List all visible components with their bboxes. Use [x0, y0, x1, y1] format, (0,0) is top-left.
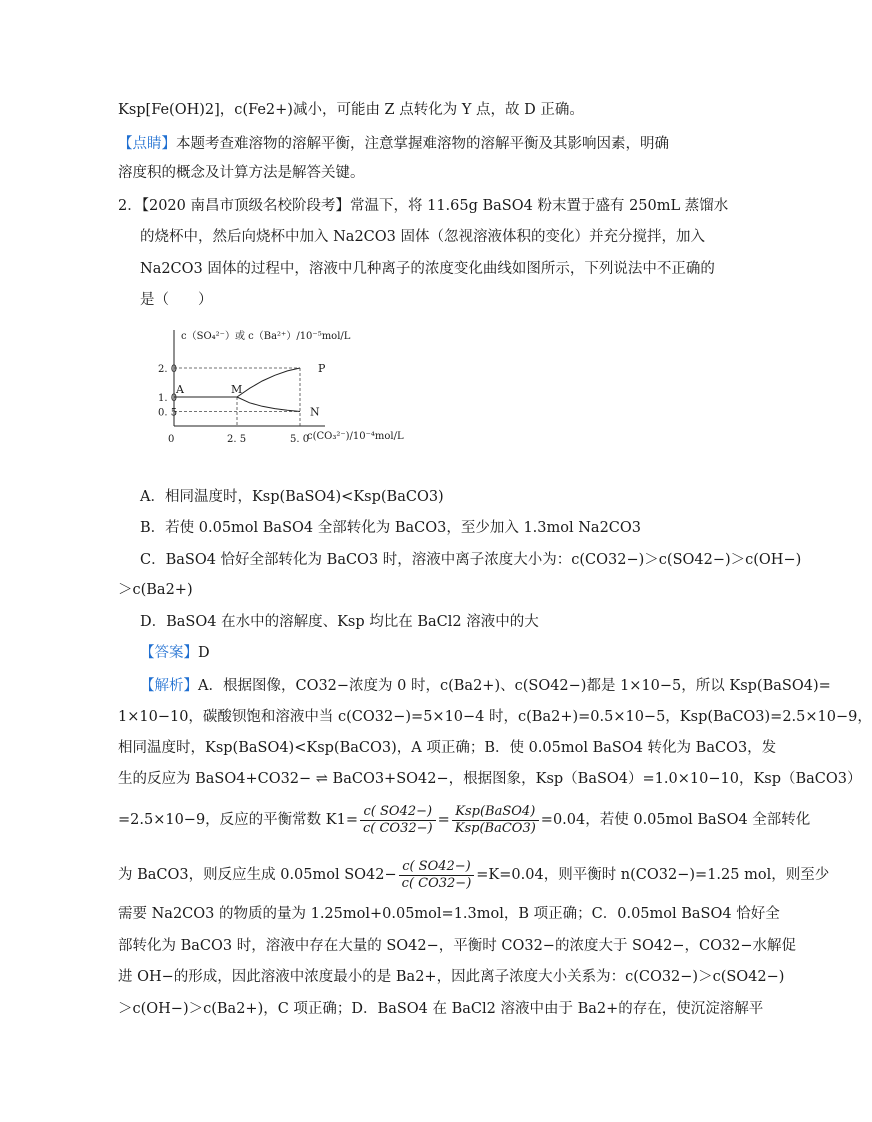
y-tick-label: 1. 0: [158, 393, 178, 404]
point-label-n: N: [310, 405, 320, 419]
dianjing-tag: 【点睛】: [118, 136, 176, 152]
answer-tag: 【答案】: [140, 645, 198, 661]
explanation-line: 进 OH−的形成，因此溶液中浓度最小的是 Ba2+，因此离子浓度大小关系为：c(CO32−)＞c(SO42−): [118, 969, 785, 985]
option-c: C．BaSO4 恰好全部转化为 BaCO3 时，溶液中离子浓度大小为：c(CO32−)＞c(SO42−)＞c(OH−): [140, 552, 802, 568]
question-number: 2．: [118, 198, 142, 214]
explanation-line: 生的反应为 BaSO4+CO32− ⇌ BaCO3+SO42−，根据图象，Ksp（BaSO4）=1.0×10−10，Ksp（BaCO3）: [118, 771, 862, 787]
y-axis-label: c（SO₄²⁻）或 c（Ba²⁺）/10⁻⁵mol/L: [181, 331, 351, 342]
explanation-line: 部转化为 BaCO3 时，溶液中存在大量的 SO42−，平衡时 CO32−的浓度大于 SO42−，CO32−水解促: [118, 938, 797, 954]
question-source: 【2020 南昌市顶级名校阶段考】: [141, 198, 350, 214]
answer-value: D: [198, 645, 210, 661]
question-line: 是（ ）: [140, 292, 213, 308]
question-line: Na2CO3 固体的过程中，溶液中几种离子的浓度变化曲线如图所示，下列说法中不正确的: [140, 261, 715, 277]
jiexi-tag: 【解析】: [140, 678, 198, 694]
text-line: 【点睛】本题考查难溶物的溶解平衡，注意掌握难溶物的溶解平衡及其影响因素，明确: [118, 136, 669, 152]
explanation-line: 1×10−10，碳酸钡饱和溶液中当 c(CO32−)=5×10−4 时，c(Ba2+)=0.5×10−5，Ksp(BaCO3)=2.5×10−9，: [118, 709, 872, 725]
series-line-2: [237, 368, 300, 397]
option-d: D．BaSO4 在水中的溶解度、Ksp 均比在 BaCl2 溶液中的大: [140, 614, 539, 630]
explanation-line: ＞c(OH−)＞c(Ba2+)，C 项正确；D．BaSO4 在 BaCl2 溶液中由于 Ba2+的存在，使沉淀溶解平: [118, 1001, 764, 1017]
question-line: 2．【2020 南昌市顶级名校阶段考】常温下，将 11.65g BaSO4 粉末置于盛有 250mL 蒸馏水: [118, 198, 729, 214]
x-tick-label: 2. 5: [227, 434, 247, 445]
fraction-concentration-2: $\frac{c( SO42-)}{c( CO32-)}$: [399, 859, 475, 892]
fraction-concentration: $\frac{c( SO42-)}{c( CO32-)}$: [360, 804, 436, 837]
explanation-formula-line: =2.5×10−9，反应的平衡常数 K1= $\frac{c( SO42-)}{c( CO32-)}$ = $\frac{\text{Ksp(BaSO4)}}{\text{Ksp(BaCO3)}}$ =0.04，若使 0.05mol BaSO4 全部转化: [118, 803, 811, 836]
explanation-formula-line: 为 BaCO3，则反应生成 0.05mol SO42− $\frac{c( SO42-)}{c( CO32-)}$ =K=0.04，则平衡时 n(CO32−)=1.25 mol，则至少: [118, 858, 830, 891]
explanation-line: 需要 Na2CO3 的物质的量为 1.25mol+0.05mol=1.3mol，B 项正确；C．0.05mol BaSO4 恰好全: [118, 906, 780, 922]
concentration-chart: [160, 322, 430, 447]
question-line: 的烧杯中，然后向烧杯中加入 Na2CO3 固体（忽视溶液体积的变化）并充分搅拌，加入: [140, 229, 705, 245]
text-line: Ksp[Fe(OH)2]，c(Fe2+)减小，可能由 Z 点转化为 Y 点，故 D 正确。: [118, 102, 584, 118]
option-b: B．若使 0.05mol BaSO4 全部转化为 BaCO3，至少加入 1.3mol Na2CO3: [140, 520, 642, 536]
text-line: 溶度积的概念及计算方法是解答关键。: [118, 165, 365, 181]
option-a: A．相同温度时，Ksp(BaSO4)<Ksp(BaCO3): [140, 489, 444, 505]
explanation-line: 相同温度时，Ksp(BaSO4)<Ksp(BaCO3)，A 项正确；B．使 0.05mol BaSO4 转化为 BaCO3，发: [118, 740, 777, 756]
y-tick-label: 0. 5: [158, 407, 178, 419]
fraction-ksp: $\frac{\text{Ksp(BaSO4)}}{\text{Ksp(BaCO3)}}$: [452, 804, 539, 837]
series-line-3: [237, 397, 300, 412]
y-tick-label: 2. 0: [158, 364, 178, 375]
point-label-p: P: [318, 362, 326, 375]
x-axis-label: c(CO₃²⁻)/10⁻⁴mol/L: [307, 431, 404, 442]
x-tick-label: 0: [168, 434, 175, 445]
point-label-a: A: [176, 383, 184, 396]
option-c-cont: ＞c(Ba2+): [118, 582, 193, 598]
explanation-line: 【解析】A．根据图像，CO32−浓度为 0 时，c(Ba2+)、c(SO42−)都是 1×10−5，所以 Ksp(BaSO4)=: [140, 678, 831, 694]
point-label-m: M: [231, 383, 243, 396]
answer-line: [140, 643, 210, 663]
x-tick-label: 5. 0: [290, 434, 310, 445]
